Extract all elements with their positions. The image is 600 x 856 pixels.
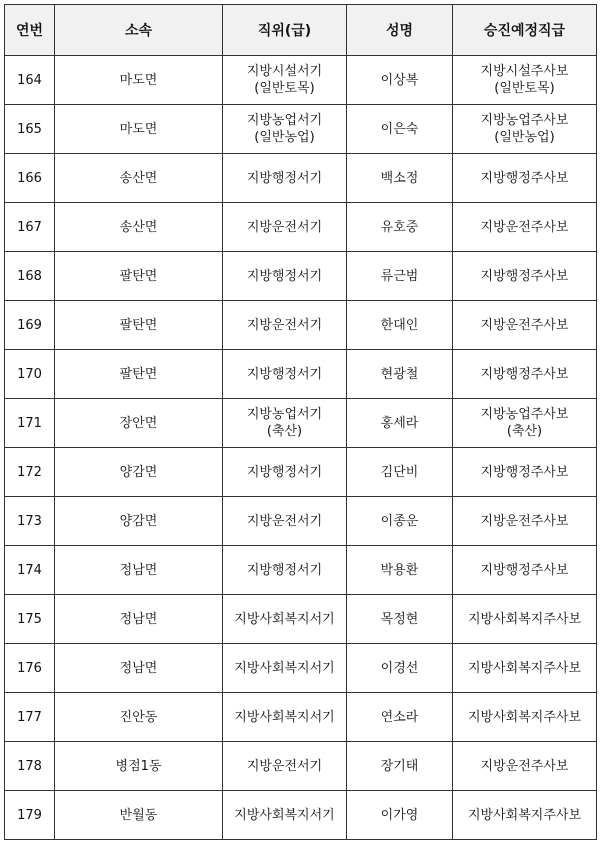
cell-promotion-grade	[453, 203, 597, 252]
table-header	[5, 5, 597, 56]
cell-position-line: 지방행정서기	[246, 170, 323, 186]
cell-name: 현광철	[347, 350, 453, 399]
cell-promotion-grade-line: (일반농업)	[494, 130, 555, 145]
cell-dept: 반월동	[55, 791, 223, 840]
cell-no: 173	[5, 497, 55, 546]
cell-no: 176	[5, 644, 55, 693]
cell-position-line: 지방사회복지서기	[234, 807, 335, 823]
header-position: 직위(급)	[223, 5, 347, 56]
cell-dept: 정남면	[55, 546, 223, 595]
table-row	[5, 644, 597, 693]
table-row	[5, 693, 597, 742]
cell-no: 171	[5, 399, 55, 448]
table-row	[5, 595, 597, 644]
cell-promotion-grade	[453, 448, 597, 497]
cell-no: 164	[5, 56, 55, 105]
cell-promotion-grade-line: (축산)	[506, 424, 543, 439]
table-row	[5, 448, 597, 497]
cell-position	[223, 595, 347, 644]
cell-dept: 양감면	[55, 497, 223, 546]
cell-no: 178	[5, 742, 55, 791]
cell-promotion-grade-line: 지방사회복지주사보	[467, 709, 582, 725]
table-row	[5, 301, 597, 350]
cell-position	[223, 791, 347, 840]
cell-name: 백소정	[347, 154, 453, 203]
header-row	[5, 5, 597, 56]
cell-no: 179	[5, 791, 55, 840]
table-row	[5, 105, 597, 154]
cell-position-line: 지방농업서기	[246, 407, 323, 422]
cell-position	[223, 497, 347, 546]
cell-promotion-grade	[453, 350, 597, 399]
cell-position-line: 지방운전서기	[246, 317, 323, 333]
cell-position-line: 지방농업서기	[246, 113, 323, 128]
table-row	[5, 203, 597, 252]
cell-dept: 장안면	[55, 399, 223, 448]
cell-position	[223, 350, 347, 399]
cell-name: 유호중	[347, 203, 453, 252]
cell-no: 168	[5, 252, 55, 301]
cell-no: 172	[5, 448, 55, 497]
cell-position-line: (일반토목)	[254, 81, 315, 96]
cell-promotion-grade	[453, 791, 597, 840]
cell-position-line: 지방사회복지서기	[234, 611, 335, 627]
cell-position	[223, 399, 347, 448]
cell-position-line: 지방사회복지서기	[234, 660, 335, 676]
promotion-table-container	[4, 4, 597, 840]
cell-promotion-grade-line: 지방행정주사보	[480, 366, 569, 382]
cell-promotion-grade-line: 지방행정주사보	[480, 268, 569, 284]
cell-position	[223, 742, 347, 791]
cell-position-line: 지방행정서기	[246, 464, 323, 480]
cell-name: 한대인	[347, 301, 453, 350]
cell-promotion-grade-line: 지방사회복지주사보	[467, 660, 582, 676]
cell-promotion-grade-line: 지방행정주사보	[480, 562, 569, 578]
cell-position	[223, 301, 347, 350]
table-row	[5, 154, 597, 203]
cell-position	[223, 105, 347, 154]
cell-promotion-grade	[453, 399, 597, 448]
cell-promotion-grade-line: 지방농업주사보	[480, 113, 569, 128]
cell-promotion-grade	[453, 56, 597, 105]
cell-dept: 팔탄면	[55, 252, 223, 301]
cell-promotion-grade	[453, 693, 597, 742]
cell-no: 166	[5, 154, 55, 203]
cell-name: 이종운	[347, 497, 453, 546]
cell-no: 165	[5, 105, 55, 154]
cell-position	[223, 448, 347, 497]
cell-position-line: 지방사회복지서기	[234, 709, 335, 725]
promotion-table	[4, 4, 597, 840]
cell-no: 177	[5, 693, 55, 742]
cell-position	[223, 644, 347, 693]
table-row	[5, 399, 597, 448]
cell-name: 김단비	[347, 448, 453, 497]
cell-position-line: 지방운전서기	[246, 513, 323, 529]
header-promotion-grade: 승진예정직급	[453, 5, 597, 56]
cell-dept: 팔탄면	[55, 301, 223, 350]
cell-promotion-grade-line: 지방사회복지주사보	[467, 611, 582, 627]
cell-name: 장기태	[347, 742, 453, 791]
cell-position-line: 지방행정서기	[246, 268, 323, 284]
table-row	[5, 791, 597, 840]
cell-no: 174	[5, 546, 55, 595]
cell-no: 175	[5, 595, 55, 644]
cell-name: 이가영	[347, 791, 453, 840]
cell-promotion-grade-line: 지방운전주사보	[480, 317, 569, 333]
cell-promotion-grade-line: 지방사회복지주사보	[467, 807, 582, 823]
cell-promotion-grade	[453, 301, 597, 350]
cell-name: 이상복	[347, 56, 453, 105]
cell-promotion-grade-line: 지방운전주사보	[480, 758, 569, 774]
cell-dept: 병점1동	[55, 742, 223, 791]
cell-no: 170	[5, 350, 55, 399]
cell-position-line: (축산)	[266, 424, 303, 439]
cell-name: 이은숙	[347, 105, 453, 154]
cell-position	[223, 154, 347, 203]
table-row	[5, 546, 597, 595]
cell-dept: 팔탄면	[55, 350, 223, 399]
table-row	[5, 350, 597, 399]
cell-position-line: 지방행정서기	[246, 562, 323, 578]
cell-dept: 마도면	[55, 56, 223, 105]
cell-promotion-grade	[453, 154, 597, 203]
cell-promotion-grade	[453, 546, 597, 595]
cell-position	[223, 693, 347, 742]
cell-name: 연소라	[347, 693, 453, 742]
cell-position-line: 지방행정서기	[246, 366, 323, 382]
cell-name: 이경선	[347, 644, 453, 693]
table-row	[5, 742, 597, 791]
cell-name: 류근범	[347, 252, 453, 301]
table-row	[5, 252, 597, 301]
cell-promotion-grade	[453, 252, 597, 301]
cell-promotion-grade-line: 지방운전주사보	[480, 513, 569, 529]
cell-dept: 마도면	[55, 105, 223, 154]
cell-promotion-grade-line: (일반토목)	[494, 81, 555, 96]
cell-position	[223, 252, 347, 301]
cell-promotion-grade-line: 지방시설주사보	[480, 64, 569, 79]
cell-no: 167	[5, 203, 55, 252]
cell-name: 박용환	[347, 546, 453, 595]
cell-promotion-grade	[453, 497, 597, 546]
table-row	[5, 497, 597, 546]
cell-promotion-grade	[453, 742, 597, 791]
header-dept: 소속	[55, 5, 223, 56]
cell-dept: 정남면	[55, 595, 223, 644]
cell-promotion-grade	[453, 595, 597, 644]
header-name: 성명	[347, 5, 453, 56]
cell-dept: 송산면	[55, 154, 223, 203]
cell-promotion-grade-line: 지방행정주사보	[480, 464, 569, 480]
cell-position-line: 지방운전서기	[246, 758, 323, 774]
cell-position	[223, 546, 347, 595]
cell-promotion-grade-line: 지방행정주사보	[480, 170, 569, 186]
cell-promotion-grade	[453, 105, 597, 154]
cell-position-line: 지방운전서기	[246, 219, 323, 235]
cell-promotion-grade-line: 지방운전주사보	[480, 219, 569, 235]
table-row	[5, 56, 597, 105]
cell-position	[223, 203, 347, 252]
cell-promotion-grade	[453, 644, 597, 693]
cell-name: 홍세라	[347, 399, 453, 448]
cell-position	[223, 56, 347, 105]
cell-name: 목정현	[347, 595, 453, 644]
cell-dept: 양감면	[55, 448, 223, 497]
cell-dept: 진안동	[55, 693, 223, 742]
table-body	[5, 56, 597, 840]
header-no: 연번	[5, 5, 55, 56]
cell-dept: 송산면	[55, 203, 223, 252]
cell-no: 169	[5, 301, 55, 350]
cell-position-line: (일반농업)	[254, 130, 315, 145]
cell-position-line: 지방시설서기	[246, 64, 323, 79]
cell-dept: 정남면	[55, 644, 223, 693]
cell-promotion-grade-line: 지방농업주사보	[480, 407, 569, 422]
